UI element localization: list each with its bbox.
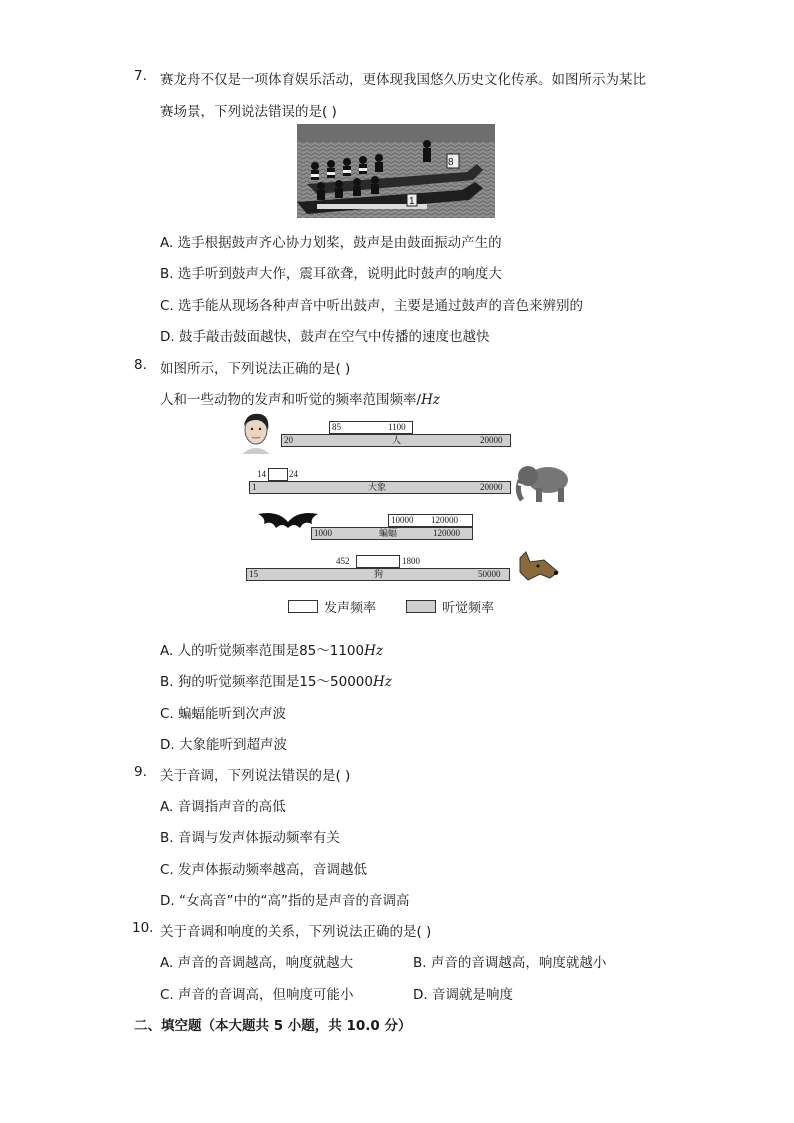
q8-option-d (160, 733, 287, 753)
q8-option-b-unit: Hz (372, 674, 392, 690)
q8-option-a-text: A. 人的听觉频率范围是85～1100 (160, 643, 365, 659)
human-emit-low: 85 (332, 422, 341, 432)
bat-hear-high: 120000 (433, 528, 460, 538)
q8-option-a (160, 639, 383, 659)
legend-emit-swatch (288, 600, 318, 613)
q10-option-d: D. 音调就是响度 (413, 987, 513, 1003)
human-hear-low: 20 (284, 435, 293, 445)
human-label: 人 (392, 435, 402, 445)
bat-emit-high: 120000 (431, 515, 458, 525)
q8-number: 8. (134, 357, 147, 373)
elephant-hear-high: 20000 (480, 482, 503, 492)
q9-option-c: C. 发声体振动频率越高，音调越低 (160, 862, 368, 878)
q10-option-a: A. 声音的音调越高，响度就越大 (160, 955, 354, 971)
elephant-emit-low: 14 (257, 469, 266, 479)
dog-icon (514, 550, 564, 586)
q10-option-c: C. 声音的音调高，但响度可能小 (160, 987, 354, 1003)
q7-stem-line1: 赛龙舟不仅是一项体育娱乐活动，更体现我国悠久历史文化传承。如图所示为某比 (160, 72, 646, 88)
human-emit-high: 1100 (388, 422, 406, 432)
q9-option-b: B. 音调与发声体振动频率有关 (160, 830, 340, 846)
q7-option-a: A. 选手根据鼓声齐心协力划桨，鼓声是由鼓面振动产生的 (160, 235, 502, 251)
bat-label: 蝙蝠 (379, 528, 398, 538)
q9-option-a: A. 音调指声音的高低 (160, 799, 286, 815)
human-hear-high: 20000 (480, 435, 503, 445)
legend-hear-swatch (406, 600, 436, 613)
elephant-label: 大象 (368, 482, 387, 492)
q7-option-d: D. 鼓手敲击鼓面越快，鼓声在空气中传播的速度也越快 (160, 329, 490, 345)
q9-number: 9. (134, 764, 147, 780)
dog-emit-low: 452 (336, 556, 350, 566)
q7-stem-line2: 赛场景，下列说法错误的是( ) (160, 104, 337, 120)
q7-number: 7. (134, 68, 147, 84)
person-icon (236, 412, 276, 454)
q10-stem: 关于音调和响度的关系，下列说法正确的是( ) (160, 924, 432, 940)
q8-option-c-text: C. 蝙蝠能听到次声波 (160, 706, 287, 722)
q7-option-c: C. 选手能从现场各种声音中听出鼓声，主要是通过鼓声的音色来辨别的 (160, 298, 584, 314)
dog-emit-high: 1800 (402, 556, 420, 566)
q8-option-d-text: D. 大象能听到超声波 (160, 737, 287, 753)
q8-option-b (160, 670, 392, 690)
q8-option-a-unit: Hz (364, 643, 384, 659)
legend-emit-label: 发声频率 (324, 601, 377, 616)
elephant-icon (514, 460, 574, 504)
dragon-boat-photo (297, 124, 495, 218)
frequency-range-chart (236, 412, 576, 624)
bat-emit-low: 10000 (391, 515, 414, 525)
q9-stem: 关于音调，下列说法错误的是( ) (160, 768, 351, 784)
dog-hear-low: 15 (249, 569, 258, 579)
photo-number-8: 8 (448, 157, 454, 168)
elephant-emit-bar (268, 468, 288, 481)
q8-stem: 如图所示，下列说法正确的是( ) (160, 361, 351, 377)
dog-hear-high: 50000 (478, 569, 501, 579)
elephant-hear-low: 1 (252, 482, 257, 492)
caption-unit: Hz (421, 392, 440, 408)
q9-option-d: D. “女高音”中的“高”指的是声音的音调高 (160, 893, 410, 909)
dog-label: 狗 (374, 569, 384, 579)
q8-option-b-text: B. 狗的听觉频率范围是15～50000 (160, 674, 373, 690)
q8-option-c (160, 702, 286, 722)
caption-text: 人和一些动物的发声和听觉的频率范围频率/ (160, 392, 422, 408)
elephant-emit-high: 24 (289, 469, 298, 479)
legend-hear-label: 听觉频率 (442, 601, 495, 616)
photo-number-1: 1 (409, 196, 415, 207)
q10-number: 10. (132, 920, 154, 936)
dog-emit-bar (356, 555, 400, 568)
q8-chart-caption (160, 388, 440, 408)
q7-option-b: B. 选手听到鼓声大作，震耳欲聋，说明此时鼓声的响度大 (160, 266, 502, 282)
section-heading-fill-in: 二、填空题（本大题共 5 小题，共 10.0 分） (134, 1018, 412, 1034)
q10-option-b: B. 声音的音调越高，响度就越小 (413, 955, 607, 971)
bat-hear-low: 1000 (314, 528, 332, 538)
